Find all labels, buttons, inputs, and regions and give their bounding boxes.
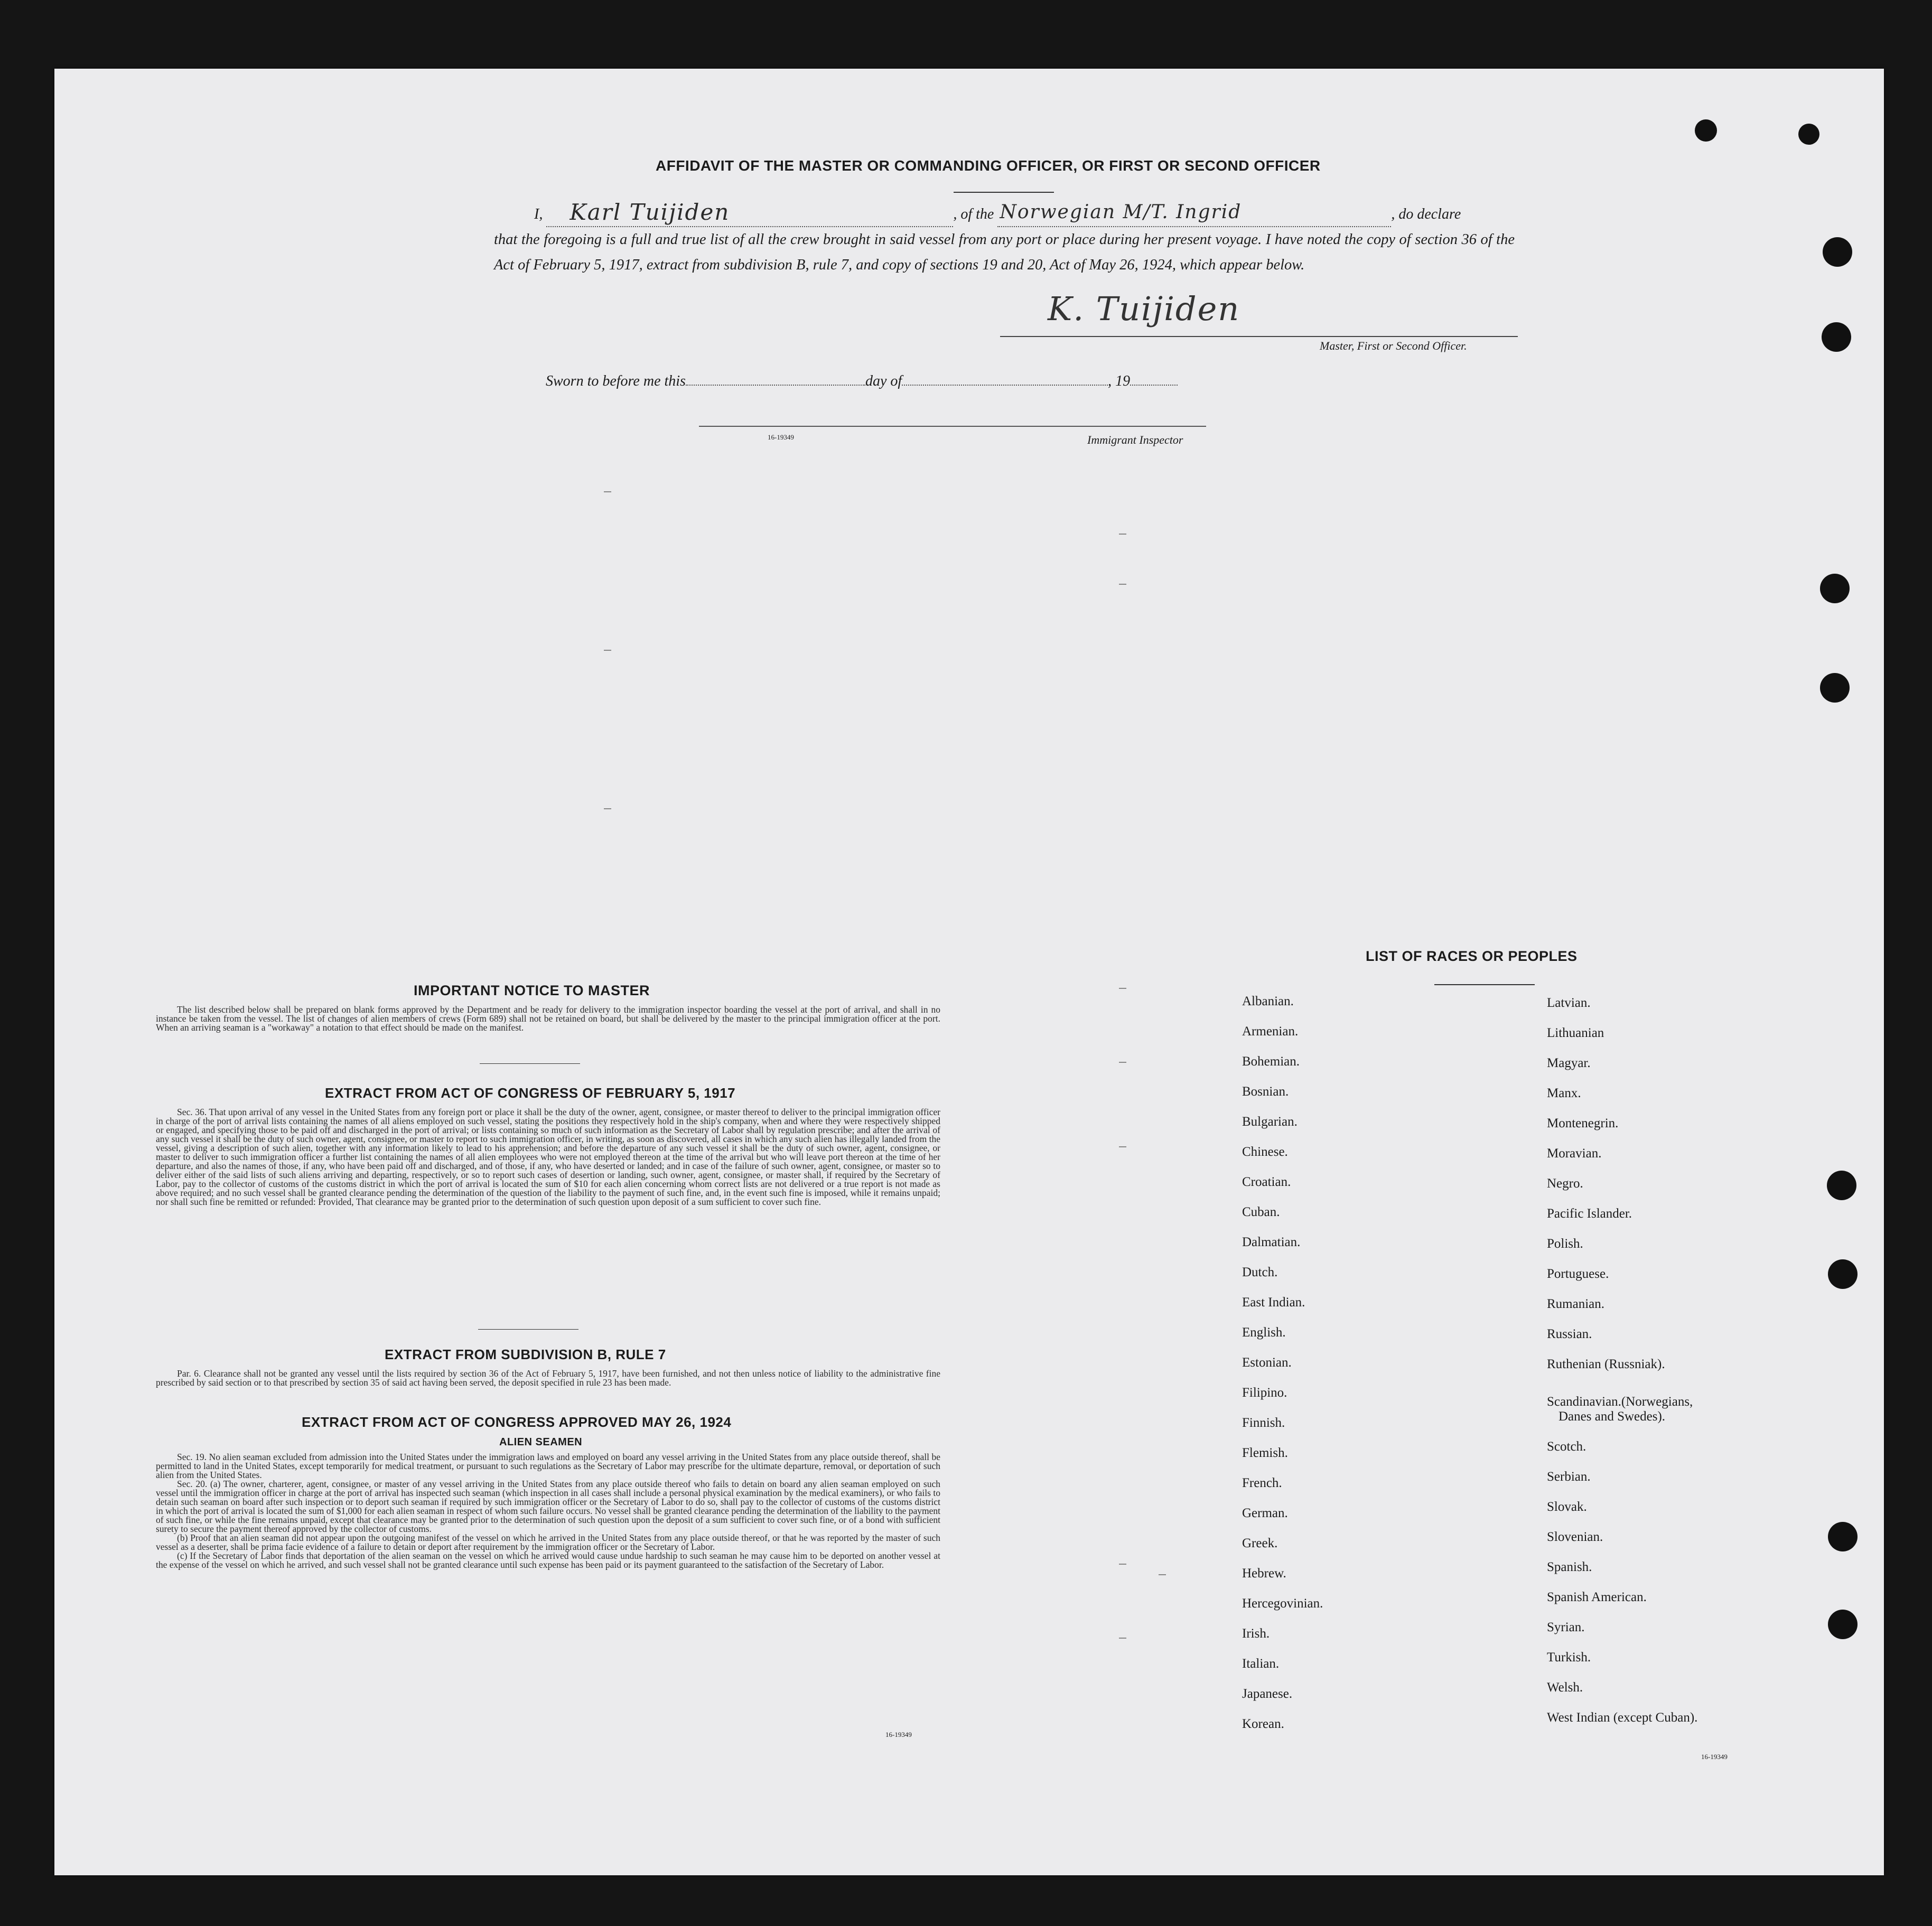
race-item: Spanish American.	[1547, 1590, 1647, 1604]
section-36-paragraph: Sec. 36. That upon arrival of any vessel in the United States from any foreign port or place it shall be the duty of the owner, agent, consignee, or master thereof to deliver to the principal immigration officer in charge of the port of arrival lists containing the names of all aliens employed on such vessel, stating the positions they respectively hold in the ship's company, when and where they were respectively shipped or engaged, and specifying those to be paid off and discharged in the port of arrival; or lists containing so much of such information as the Secretary of Labor shall by regulation prescribe; and after the arrival of any such vessel it shall be the duty of such owner, agent, consignee, or master to report to such immigration officer, in writing, as soon as discovered, all cases in which any such alien has illegally landed from the vessel, giving a description of such alien, together with any information likely to lead to his apprehension; and before the departure of any such vessel it shall be the duty of such owner, agent, consignee, or master to deliver to such immigration officer a further list containing the names of all alien employees who were not employed thereon at the time of the arrival but who will leave port thereon at the time of her departure, and also the names of those, if any, who have been paid off and discharged, and of those, if any, who have deserted or landed; and in case of the failure of such owner, agent, consignee, or master so to deliver either of the said lists of such aliens arriving and departing, respectively, or so to report such cases of desertion or landing, such owner, agent, consignee, or master shall, if required by the Secretary of Labor, pay to the collector of customs of the customs district in which the port of arrival is located the sum of $10 for each alien concerning whom correct lists are not delivered or a true report is not made as above required; and no such vessel shall be granted clearance pending the determination of the question of the liability to the payment of such fine, and, in the event such fine is imposed, while it remains unpaid; nor shall such fine be remitted or refunded: Provided, That clearance may be granted prior to the determination of such question upon deposit of a sum sufficient to cover such fine.	[156, 1107, 940, 1207]
race-item: East Indian.	[1242, 1295, 1305, 1310]
race-item: West Indian (except Cuban).	[1547, 1710, 1698, 1725]
race-item: Spanish.	[1547, 1560, 1592, 1574]
race-item: Finnish.	[1242, 1416, 1285, 1430]
sworn-day-label: day of	[865, 373, 902, 389]
race-item: Welsh.	[1547, 1680, 1583, 1695]
race-item: Latvian.	[1547, 996, 1591, 1010]
punch-hole	[1823, 237, 1852, 267]
notice-title: IMPORTANT NOTICE TO MASTER	[414, 983, 650, 998]
sworn-line	[546, 369, 1178, 394]
stray-mark	[1119, 1146, 1126, 1147]
punch-hole	[1828, 1522, 1858, 1551]
divider	[480, 1063, 580, 1064]
stray-mark	[1119, 1062, 1126, 1063]
divider	[478, 1329, 578, 1330]
race-item: Negro.	[1547, 1176, 1583, 1191]
document-page	[54, 69, 1884, 1875]
race-item: Estonian.	[1242, 1355, 1292, 1370]
race-item: Russian.	[1547, 1327, 1592, 1341]
extract-1917-text	[156, 1108, 940, 1207]
race-item: Albanian.	[1242, 994, 1294, 1008]
race-item: Italian.	[1242, 1657, 1280, 1671]
declaration-i: I,	[534, 206, 543, 222]
punch-hole	[1822, 322, 1851, 352]
races-form-number: 16-19349	[1701, 1753, 1728, 1761]
sworn-prefix: Sworn to before me this	[546, 373, 686, 389]
title-underline	[954, 192, 1054, 193]
punch-hole	[1798, 124, 1819, 145]
race-item: Bulgarian.	[1242, 1115, 1298, 1129]
races-title-underline	[1434, 984, 1535, 985]
section-20a-paragraph: Sec. 20. (a) The owner, charterer, agent, consignee, or master of any vessel arriving in the United States from any place outside thereof who fails to detain on board any alien seaman employed on such vessel until the immigration officer in charge at the port of arrival has inspected such seaman (which inspection in all cases shall include a personal physical examination by the medical examiners), or who fails to detain such seaman on board after such inspection or to deport such seaman if required by such immigration officer or the Secretary of Labor to do so, shall pay to the collector of customs of the customs district in which the port of arrival is located the sum of $1,000 for each alien seaman in respect of whom such failure occurs. No vessel shall be granted clearance pending the determination of the liability to the payment of such fine, or while the fine remains unpaid, except that clearance may be granted prior to the determination of such question upon the deposit of a sum sufficient to cover such fine, or of a bond with sufficient surety to secure the payment thereof approved by the collector of customs.	[156, 1479, 940, 1534]
races-title: LIST OF RACES OR PEOPLES	[1366, 948, 1578, 964]
race-item: French.	[1242, 1476, 1282, 1490]
race-item: Portuguese.	[1547, 1267, 1609, 1281]
paragraph-6: Par. 6. Clearance shall not be granted any vessel until the lists required by section 36 of the Act of February 5, 1917, have been furnished, and not then unless notice of liability to the administrative fine prescribed by said section or to that prescribed by section 35 of said act having been served, the deposit specified in rule 23 has been made.	[156, 1368, 940, 1388]
signature-line	[1000, 336, 1518, 337]
race-item: Korean.	[1242, 1717, 1284, 1731]
extract-b7-text	[156, 1369, 940, 1387]
race-item-scandinavian: Scandinavian.(Norwegians,	[1547, 1395, 1693, 1409]
extract-1917-title: EXTRACT FROM ACT OF CONGRESS OF FEBRUARY 5, 1917	[325, 1085, 736, 1101]
stray-mark	[1119, 584, 1126, 585]
sworn-year-label: , 19	[1108, 373, 1131, 389]
race-item: Dalmatian.	[1242, 1235, 1301, 1249]
extract-form-number: 16-19349	[885, 1731, 912, 1738]
race-item: Chinese.	[1242, 1145, 1288, 1159]
race-item: Pacific Islander.	[1547, 1207, 1632, 1221]
sworn-month-field[interactable]	[902, 385, 1108, 386]
stray-mark	[1119, 534, 1126, 535]
stray-mark	[1159, 1574, 1166, 1575]
stray-mark	[1119, 988, 1126, 989]
punch-hole	[1828, 1259, 1858, 1289]
punch-hole	[1827, 1171, 1856, 1200]
stray-mark	[1119, 1564, 1126, 1565]
race-item: Irish.	[1242, 1626, 1270, 1641]
race-item-scandinavian-cont: Danes and Swedes).	[1558, 1409, 1666, 1424]
affidavit-declaration-line	[534, 199, 1461, 227]
race-item: Greek.	[1242, 1536, 1278, 1550]
notice-text	[156, 1005, 940, 1032]
signature-label: Master, First or Second Officer.	[1320, 339, 1467, 352]
race-item: Syrian.	[1547, 1620, 1585, 1634]
races-right-column	[1547, 996, 1697, 1741]
race-item: Manx.	[1547, 1086, 1581, 1100]
race-item: English.	[1242, 1325, 1286, 1340]
race-item: Serbian.	[1547, 1470, 1591, 1484]
race-item: Japanese.	[1242, 1687, 1293, 1701]
extract-b7-title: EXTRACT FROM SUBDIVISION B, RULE 7	[385, 1347, 666, 1362]
race-item: Turkish.	[1547, 1650, 1591, 1665]
punch-hole	[1828, 1610, 1858, 1639]
stray-mark	[604, 491, 611, 492]
vessel-name-handwriting: Norwegian M/T. Ingrid	[1000, 201, 1242, 223]
sworn-day-field[interactable]	[686, 385, 865, 386]
race-item: Flemish.	[1242, 1446, 1288, 1460]
sworn-year-field[interactable]	[1130, 385, 1178, 386]
punch-hole	[1820, 574, 1850, 603]
race-item: Bosnian.	[1242, 1084, 1289, 1099]
race-item: Polish.	[1547, 1237, 1583, 1251]
extract-1924-title: EXTRACT FROM ACT OF CONGRESS APPROVED MAY 26, 1924	[302, 1414, 732, 1430]
section-20b-paragraph: (b) Proof that an alien seaman did not appear upon the outgoing manifest of the vessel on which he arrived in the United States from any place outside thereof, or that he was reported by the master of such vessel as a deserter, shall be prima facie evidence of a failure to detain or deport after requirement by the immigration officer or the Secretary of Labor.	[156, 1532, 940, 1552]
race-item: Armenian.	[1242, 1024, 1299, 1039]
extract-1924-subtitle: ALIEN SEAMEN	[499, 1436, 583, 1448]
races-left-column	[1242, 994, 1323, 1747]
race-item: Scotch.	[1547, 1439, 1586, 1454]
race-item: German.	[1242, 1506, 1288, 1520]
race-item: Slovak.	[1547, 1500, 1587, 1514]
race-item: Ruthenian (Russniak).	[1547, 1357, 1665, 1371]
stray-mark	[604, 808, 611, 809]
declaration-of: , of the	[953, 206, 994, 222]
race-item: Slovenian.	[1547, 1530, 1603, 1544]
race-item: Bohemian.	[1242, 1054, 1300, 1069]
race-item: Croatian.	[1242, 1175, 1291, 1189]
master-name-handwriting: Karl Tuijiden	[570, 199, 730, 225]
affidavit-body: that the foregoing is a full and true list of all the crew brought in said vessel from any port or place during her present voyage. I have noted the copy of section 36 of the Act of February 5, 1917, extract from subdivision B, rule 7, and copy of sections 19 and 20, Act of May 26, 1924, which appear below.	[494, 231, 1515, 273]
inspector-label: Immigrant Inspector	[1087, 433, 1183, 446]
declaration-declare: , do declare	[1391, 206, 1461, 222]
race-item: Hercegovinian.	[1242, 1596, 1323, 1611]
race-item: Filipino.	[1242, 1386, 1287, 1400]
race-item: Moravian.	[1547, 1146, 1602, 1161]
officer-signature: K. Tuijiden	[1048, 289, 1240, 328]
race-item: Dutch.	[1242, 1265, 1278, 1279]
race-item: Magyar.	[1547, 1056, 1591, 1070]
race-item: Cuban.	[1242, 1205, 1280, 1219]
race-item: Rumanian.	[1547, 1297, 1605, 1311]
affidavit-form-number: 16-19349	[768, 433, 794, 441]
section-19-paragraph: Sec. 19. No alien seaman excluded from admission into the United States under the immigration laws and employed on board any vessel arriving in the United States from any place outside thereof, shall be permitted to land in the United States, except temporarily for medical treatment, or pursuant to such regulations as the Secretary of Labor may prescribe for the ultimate departure, removal, or deportation of such alien from the United States.	[156, 1452, 940, 1480]
master-name-field	[546, 199, 953, 227]
stray-mark	[604, 650, 611, 651]
affidavit-title: AFFIDAVIT OF THE MASTER OR COMMANDING OFFICER, OR FIRST OR SECOND OFFICER	[656, 157, 1321, 174]
inspector-line	[699, 426, 1206, 427]
race-item: Lithuanian	[1547, 1026, 1604, 1040]
punch-hole	[1820, 673, 1850, 703]
vessel-name-field	[997, 201, 1391, 227]
punch-hole	[1695, 119, 1717, 142]
race-item: Hebrew.	[1242, 1566, 1286, 1581]
stray-mark	[1119, 1638, 1126, 1639]
notice-paragraph: The list described below shall be prepared on blank forms approved by the Department and be ready for delivery to the immigration inspector boarding the vessel at the port of arrival, and shall in no instance be taken from the vessel. The list of changes of alien members of crews (Form 689) shall not be retained on board, but shall be delivered by the master to the principal immigration officer at the port. When an arriving seaman is a "workaway" a notation to that effect should be made on the manifest.	[156, 1004, 940, 1033]
section-20c-paragraph: (c) If the Secretary of Labor finds that deportation of the alien seaman on the vessel on which he arrived would cause undue hardship to such seaman he may cause him to be deported on another vessel at the expense of the vessel on which he arrived, and such vessel shall not be granted clearance until such expense has been paid or its payment guaranteed to the satisfaction of the Secretary of Labor.	[156, 1550, 940, 1570]
race-item: Montenegrin.	[1547, 1116, 1619, 1130]
race-item	[1547, 1387, 1697, 1439]
extract-1924-text	[156, 1453, 940, 1569]
